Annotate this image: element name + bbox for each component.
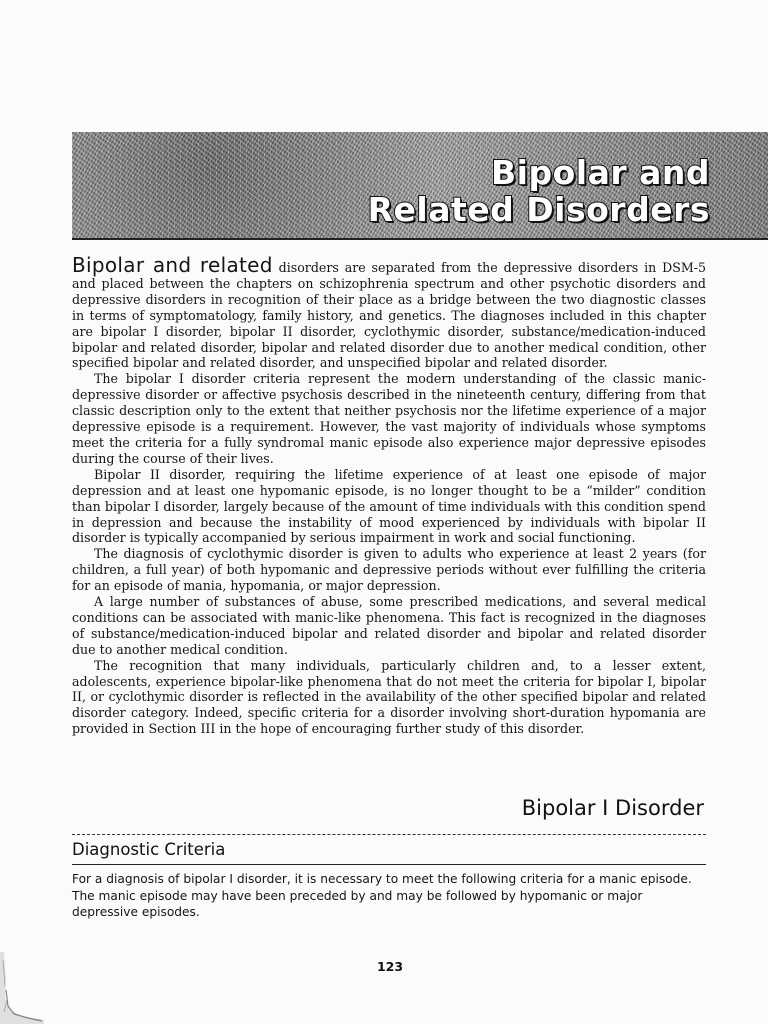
section-divider-top — [72, 834, 706, 835]
section-divider-bottom — [72, 864, 706, 865]
scan-artifact-mark — [0, 950, 46, 1024]
intro-paragraph-5: A large number of substances of abuse, some prescribed medications, and several medical conditions can be associated with manic-like phenomena. This fact is recognized in the diagnoses of substance/medication-induced bipolar and related disorder and bipolar and related disorder due to another medical condition. — [72, 594, 706, 657]
section-title: Bipolar I Disorder — [521, 796, 704, 820]
intro-paragraph-2: The bipolar I disorder criteria represent the modern understanding of the classic manic-depressive disorder or affective psychosis described in the nineteenth century, differing from that classic description only to the extent that neither psychosis nor the lifetime experience of a major depressive episode is a requirement. However, the vast majority of individuals whose symptoms meet the criteria for a fully syndromal manic episode also experience major depressive episodes during the course of their lives. — [72, 371, 706, 466]
intro-paragraph-4: The diagnosis of cyclothymic disorder is given to adults who experience at least 2 years (for children, a full year) of both hypomanic and depressive periods without ever fulfilling the criteria for an episode of mania, hypomania, or major depression. — [72, 546, 706, 594]
chapter-title-line2: Related Disorders — [367, 190, 710, 229]
lead-in-text: Bipolar and related — [72, 253, 273, 277]
intro-paragraph-1 — [72, 253, 706, 371]
intro-text — [72, 253, 706, 737]
intro-paragraph-3: Bipolar II disorder, requiring the lifetime experience of at least one episode of major depression and at least one hypomanic episode, is no longer thought to be a “milder” condition than bipolar I disorder, largely because of the amount of time individuals with this condition spend in depression and because the instability of mood experienced by individuals with bipolar II disorder is typically accompanied by serious impairment in work and social functioning. — [72, 466, 706, 546]
criteria-intro-text: For a diagnosis of bipolar I disorder, it is necessary to meet the following criteria for a manic episode. The manic episode may have been preceded by and may be followed by hypomanic or major depressive episodes. — [72, 872, 692, 919]
chapter-title — [368, 154, 710, 228]
page-number: 123 — [376, 959, 404, 974]
chapter-banner — [72, 132, 768, 240]
intro-paragraph-1-body: disorders are separated from the depressive disorders in DSM-5 and placed between the chapters on schizophrenia spectrum and other psychotic disorders and depressive disorders in recognition of their place as a bridge between the two diagnostic classes in terms of symptomatology, family history, and genetics. The diagnoses included in this chapter are bipolar I disorder, bipolar II disorder, cyclothymic disorder, substance/medication-induced bipolar and related disorder, bipolar and related disorder due to another medical condition, other specified bipolar and related disorder, and unspecified bipolar and related disorder. — [72, 260, 706, 371]
intro-paragraph-6: The recognition that many individuals, particularly children and, to a lesser extent, adolescents, experience bipolar-like phenomena that do not meet the criteria for bipolar I, bipolar II, or cyclothymic disorder is reflected in the availability of the other specified bipolar and related disorder category. Indeed, specific criteria for a disorder involving short-duration hypomania are provided in Section III in the hope of encouraging further study of this disorder. — [72, 657, 706, 737]
diagnostic-criteria-heading: Diagnostic Criteria — [72, 840, 226, 859]
chapter-title-line1: Bipolar and — [491, 153, 710, 192]
